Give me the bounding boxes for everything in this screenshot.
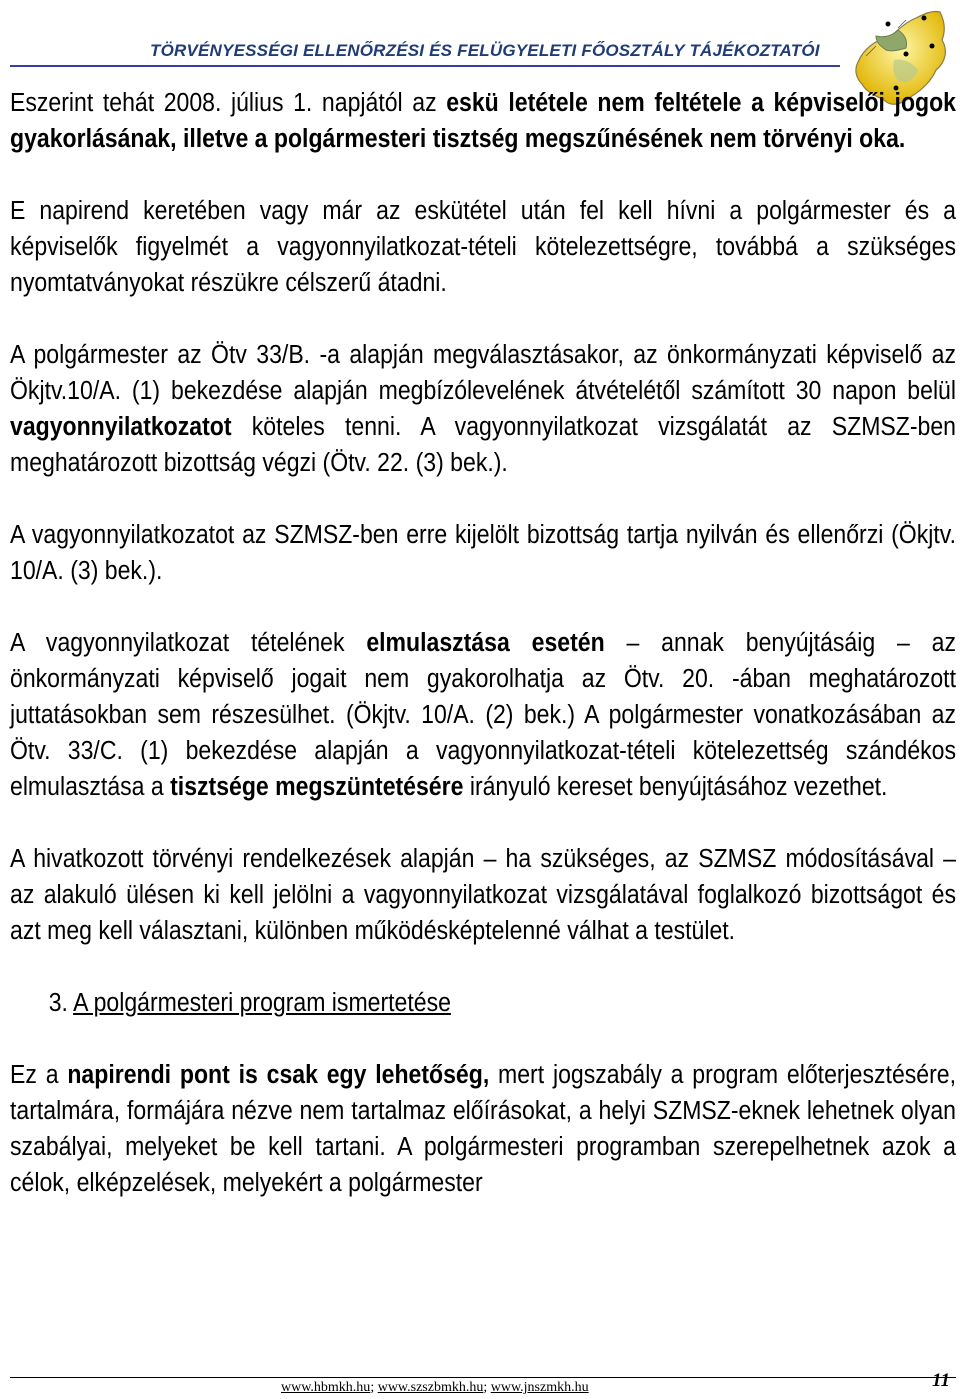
footer-divider xyxy=(10,1377,956,1378)
section-heading-title: A polgármesteri program ismertetése xyxy=(73,987,451,1017)
paragraph-program-emphasis: napirendi pont is csak egy lehetőség, xyxy=(67,1059,490,1089)
paragraph-asset-declaration xyxy=(10,336,956,480)
footer-separator: ; xyxy=(483,1380,491,1395)
paragraph-agenda: E napirend keretében vagy már az eskütétel után fel kell hívni a polgármester és a képviselők figyelmét a vagyonnyilatkozat-tételi kötelezettségre, továbbá a szükséges nyomtatványokat részükre célszerű átadni. xyxy=(10,195,956,297)
paragraph-oath-emphasis: eskü letétele nem feltétele a képviselői jogok gyakorlásának, illetve a polgármesteri tisztség megszűnésének nem törvényi oka. xyxy=(10,87,956,153)
footer-link-hbmkh[interactable]: www.hbmkh.hu xyxy=(281,1380,371,1395)
paragraph-asset-declaration-text: A polgármester az Ötv 33/B. -a alapján megválasztásakor, az önkormányzati képviselő az Ökjtv.10/A. (1) bekezdése alapján megbízólevelének átvételétől számított 30 napon belül xyxy=(10,339,956,405)
paragraph-asset-declaration-emphasis: vagyonnyilatkozatot xyxy=(10,411,232,441)
paragraph-omission-emphasis-2: tisztsége megszüntetésére xyxy=(170,771,464,801)
paragraph-committee: A hivatkozott törvényi rendelkezések alapján – ha szükséges, az SZMSZ módosításával – az alakuló ülésen ki kell jelölni a vagyonnyilatkozat vizsgálatával foglalkozó bizottságot és azt meg kell választani, különben működésképtelenné válhat a testület. xyxy=(10,843,956,945)
paragraph-omission-text-mid: – annak benyújtásáig – az önkormányzati képviselő jogait nem gyakorolhatja az Ötv. 20. -ában meghatározott juttatásokban sem részesülhet. (Ökjtv. 10/A. (2) bek.) A polgármester vonatkozásában az Ötv. 33/C. (1) bekezdése alapján a vagyonnyilatkozat-tételi kötelezettség szándékos elmulasztása a xyxy=(10,627,956,801)
page-number: 11 xyxy=(932,1370,950,1391)
paragraph-omission-emphasis: elmulasztása esetén xyxy=(366,627,605,657)
paragraph-oath xyxy=(10,84,956,156)
footer-separator: ; xyxy=(370,1380,378,1395)
header-divider xyxy=(10,65,840,67)
paragraph-program-text-end: mert jogszabály a program előterjesztésére, tartalmára, formájára nézve nem tartalmaz előírásokat, a helyi SZMSZ-eknek lehetnek olyan szabályai, melyeket be kell tartani. A polgármesteri programban szerepelhetnek azok a célok, elképzelések, melyekért a polgármester xyxy=(10,1059,956,1197)
paragraph-registry: A vagyonnyilatkozatot az SZMSZ-ben erre kijelölt bizottság tartja nyilván és ellenőrzi (Ökjtv. 10/A. (3) bek.). xyxy=(10,519,956,585)
paragraph-asset-declaration-text-end: köteles tenni. A vagyonnyilatkozat vizsgálatát az SZMSZ-ben meghatározott bizottság végzi (Ötv. 22. (3) bek.). xyxy=(10,411,957,477)
document-body xyxy=(10,84,956,1200)
header-title: TÖRVÉNYESSÉGI ELLENŐRZÉSI ÉS FELÜGYELETI FŐOSZTÁLY TÁJÉKOZTATÓI xyxy=(150,41,820,60)
paragraph-oath-text: Eszerint tehát 2008. július 1. napjától az xyxy=(10,87,447,117)
paragraph-program-text: Ez a xyxy=(10,1059,68,1089)
paragraph-omission-text: A vagyonnyilatkozat tételének xyxy=(10,627,367,657)
paragraph-omission-text-end: irányuló kereset benyújtásához vezethet. xyxy=(463,771,888,801)
paragraph-omission xyxy=(10,624,956,804)
section-heading-number: 3. xyxy=(48,987,68,1017)
footer-link-jnszmkh[interactable]: www.jnszmkh.hu xyxy=(490,1380,589,1395)
section-heading xyxy=(10,984,956,1020)
paragraph-program xyxy=(10,1056,956,1200)
footer-link-szszbmkh[interactable]: www.szszbmkh.hu xyxy=(377,1380,484,1395)
footer-links xyxy=(281,1380,589,1396)
